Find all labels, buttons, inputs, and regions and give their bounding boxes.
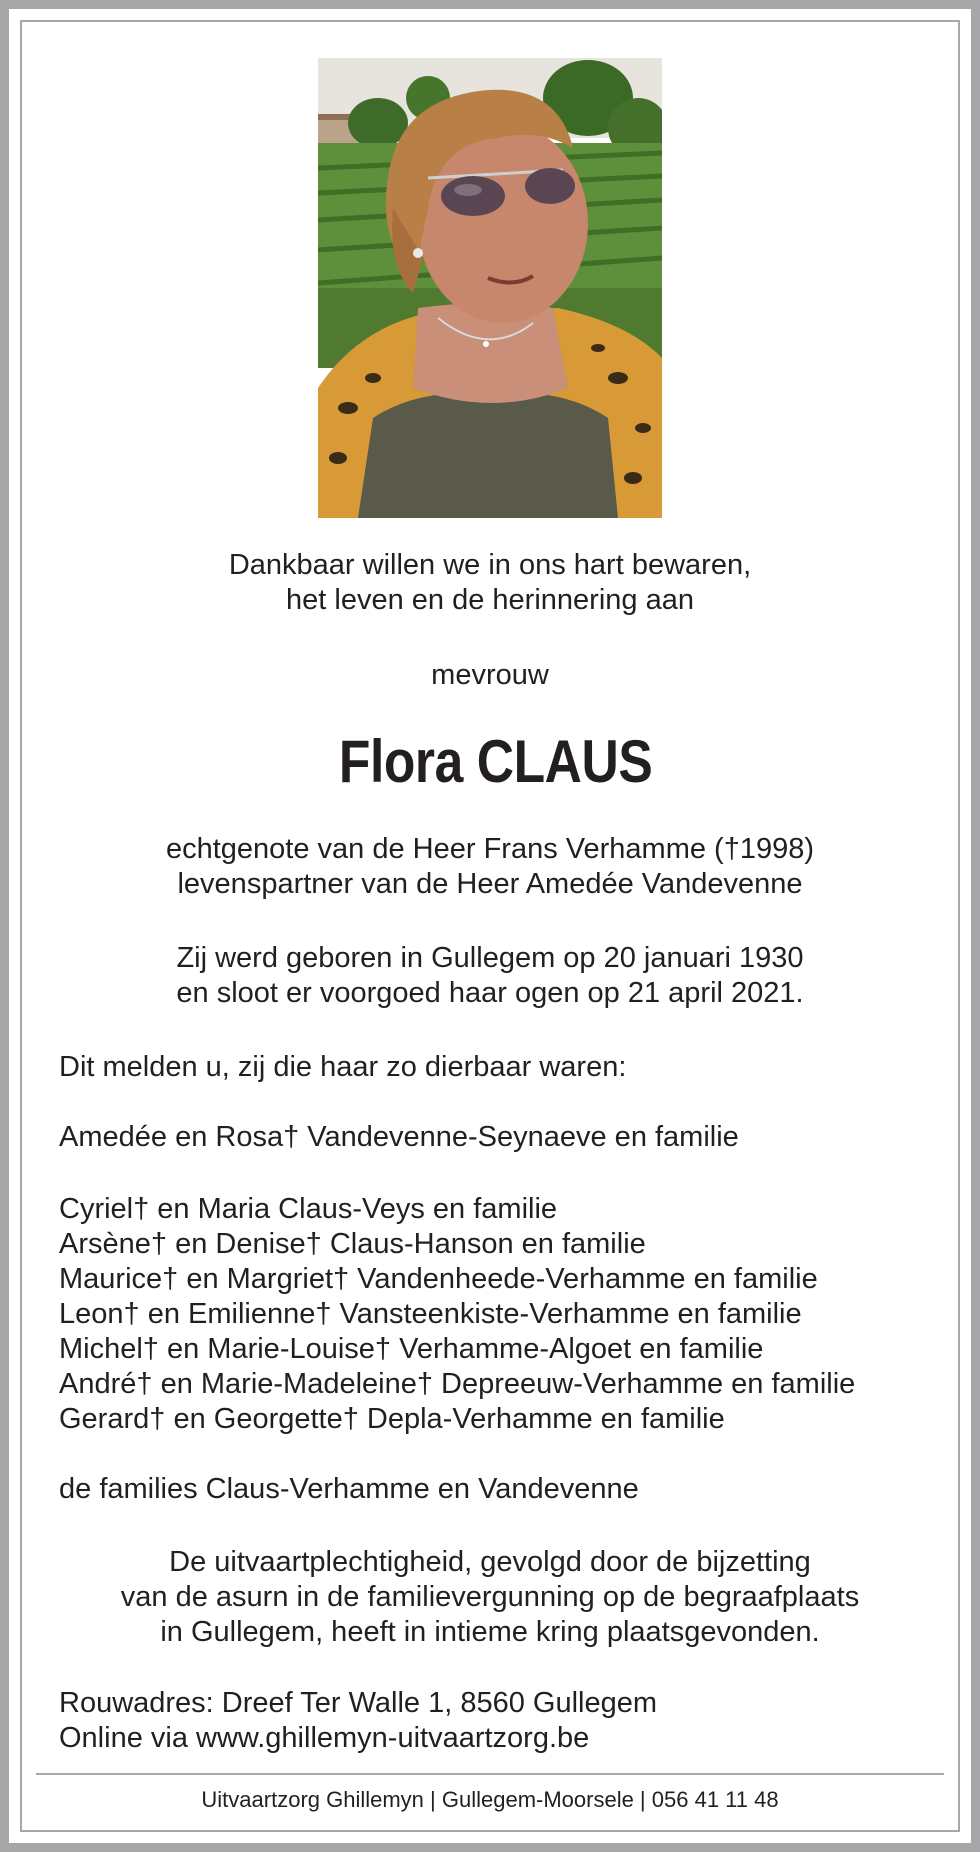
ceremony-text — [40, 1545, 940, 1650]
footer-text: Uitvaartzorg Ghillemyn | Gullegem-Moorsele | 056 41 11 48 — [201, 1787, 779, 1812]
contact-block — [59, 1686, 939, 1756]
relations-text — [40, 832, 940, 902]
list-item: Maurice† en Margriet† Vandenheede-Verhamme en familie — [59, 1263, 818, 1295]
ceremony-line-1: De uitvaartplechtigheid, gevolgd door de bijzetting — [169, 1546, 811, 1578]
online-link[interactable]: Online via www.ghillemyn-uitvaartzorg.be — [59, 1722, 590, 1754]
intro-line-2: het leven en de herinnering aan — [286, 584, 694, 616]
list-item: Leon† en Emilienne† Vansteenkiste-Verhamme en familie — [59, 1298, 802, 1330]
relation-line-2: levenspartner van de Heer Amedée Vandevenne — [177, 868, 803, 900]
ceremony-line-2: van de asurn in de familievergunning op de begraafplaats — [120, 1581, 860, 1613]
intro-text — [40, 548, 940, 618]
list-item: Cyriel† en Maria Claus-Veys en familie — [59, 1193, 558, 1225]
announcement: Dit melden u, zij die haar zo dierbaar waren: — [59, 1051, 627, 1083]
list-item: André† en Marie-Madeleine† Depreeuw-Verhamme en familie — [59, 1368, 856, 1400]
list-item: Michel† en Marie-Louise† Verhamme-Algoet en familie — [59, 1333, 764, 1365]
mourning-address: Rouwadres: Dreef Ter Walle 1, 8560 Gullegem — [59, 1687, 658, 1719]
portrait-photo — [318, 58, 662, 518]
list-item: Arsène† en Denise† Claus-Hanson en familie — [59, 1228, 646, 1260]
title-prefix: mevrouw — [431, 659, 549, 691]
intro-line-1: Dankbaar willen we in ons hart bewaren, — [228, 549, 752, 581]
list-item: Gerard† en Georgette† Depla-Verhamme en familie — [59, 1403, 725, 1435]
dates-text — [40, 941, 940, 1011]
deceased-name: Flora CLAUS — [338, 728, 653, 795]
family-siblings-list — [59, 1192, 939, 1437]
footer-divider — [36, 1773, 944, 1775]
ceremony-line-3: in Gullegem, heeft in intieme kring plaatsgevonden. — [160, 1616, 820, 1648]
dates-line-2: en sloot er voorgoed haar ogen op 21 april 2021. — [176, 977, 804, 1009]
relation-line-1: echtgenote van de Heer Frans Verhamme (†1998) — [165, 833, 815, 865]
family-partner: Amedée en Rosa† Vandevenne-Seynaeve en familie — [59, 1121, 739, 1153]
families-line: de families Claus-Verhamme en Vandevenne — [59, 1473, 639, 1505]
dates-line-1: Zij werd geboren in Gullegem op 20 januari 1930 — [176, 942, 804, 974]
